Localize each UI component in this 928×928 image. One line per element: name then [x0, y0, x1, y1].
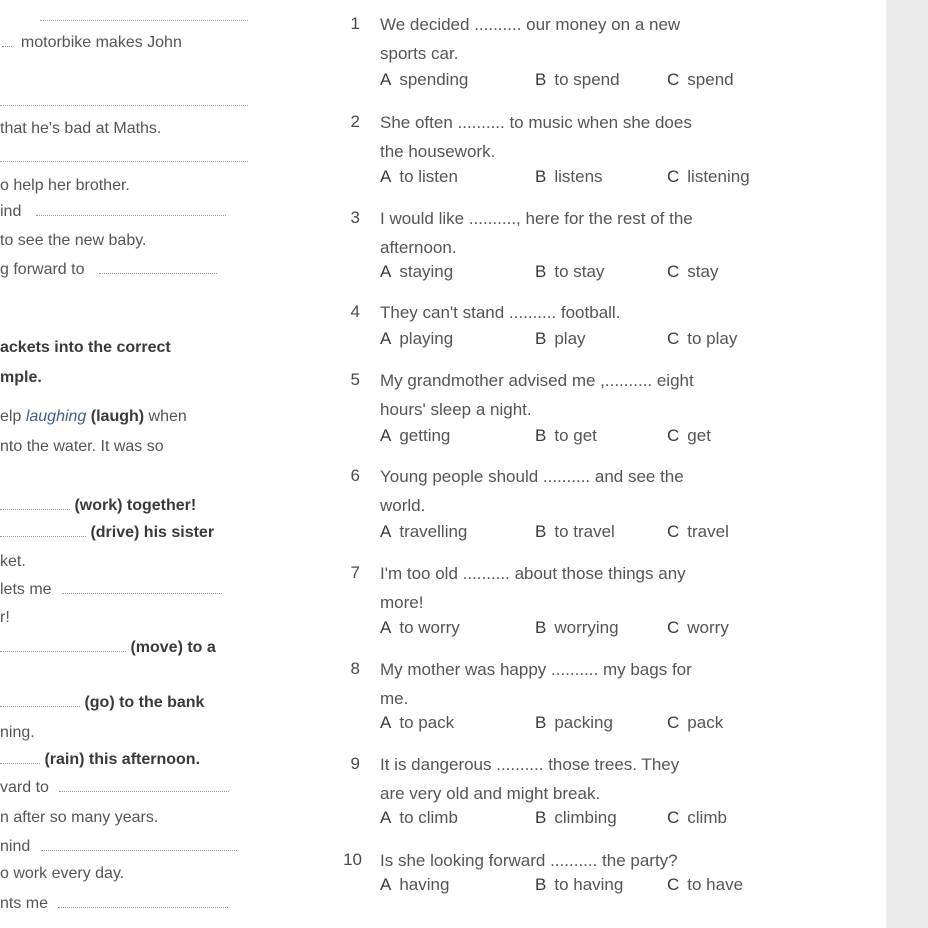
question-number: 5	[350, 370, 360, 389]
option-c[interactable]: C travel	[667, 522, 729, 541]
text-line: ind	[0, 200, 252, 224]
question-text: My mother was happy .......... my bags for me.	[380, 660, 692, 708]
question-number: 2	[350, 112, 360, 131]
answer-rule	[0, 105, 248, 106]
option-b[interactable]: B listens	[535, 167, 603, 186]
question-number: 7	[350, 563, 360, 582]
text-line: nind	[0, 835, 252, 859]
text-line: that he's bad at Maths.	[0, 120, 162, 137]
instruction-line: ackets into the correct	[0, 339, 171, 356]
text-line: lets me	[0, 578, 252, 602]
option-b[interactable]: B play	[535, 329, 586, 348]
option-b[interactable]: B to having	[535, 875, 624, 894]
question-text: We decided .......... our money on a new sports car.	[380, 15, 681, 63]
options-row	[380, 875, 780, 901]
question-text: I would like .........., here for the rest of the afternoon.	[380, 209, 693, 257]
option-a[interactable]: A to listen	[380, 167, 458, 186]
text-line: (drive) his sister	[0, 521, 252, 545]
text-line: vard to	[0, 776, 252, 800]
text-line: nts me	[0, 892, 252, 916]
option-c[interactable]: C climb	[667, 808, 727, 827]
option-b[interactable]: B to stay	[535, 262, 605, 281]
option-a[interactable]: A to worry	[380, 618, 460, 637]
options-row	[380, 713, 780, 739]
answer-rule	[0, 161, 248, 162]
option-a[interactable]: A playing	[380, 329, 454, 348]
text-line: o help her brother.	[0, 177, 130, 194]
left-column	[0, 0, 252, 928]
option-b[interactable]: B worrying	[535, 618, 619, 637]
option-c[interactable]: C spend	[667, 70, 734, 89]
instruction-line: mple.	[0, 369, 42, 386]
option-c[interactable]: C stay	[667, 262, 719, 281]
option-b[interactable]: B to spend	[535, 70, 620, 89]
question-number: 8	[350, 659, 360, 678]
question-number: 3	[350, 208, 360, 227]
option-c[interactable]: C to have	[667, 875, 744, 894]
viewer-margin	[886, 0, 928, 928]
option-a[interactable]: A staying	[380, 262, 454, 281]
question-number: 9	[350, 754, 360, 773]
option-a[interactable]: A to climb	[380, 808, 458, 827]
text-line: (work) together!	[0, 494, 252, 518]
options-row	[380, 522, 780, 548]
option-c[interactable]: C to play	[667, 329, 738, 348]
option-a[interactable]: A getting	[380, 426, 451, 445]
question-text: Young people should .......... and see the world.	[380, 467, 684, 515]
option-c[interactable]: C worry	[667, 618, 729, 637]
question-number: 6	[350, 466, 360, 485]
text-line: (move) to a	[0, 636, 252, 660]
options-row	[380, 618, 780, 644]
option-a[interactable]: A having	[380, 875, 450, 894]
option-c[interactable]: C pack	[667, 713, 724, 732]
text-line: (rain) this afternoon.	[0, 748, 252, 772]
question-text: I'm too old .......... about those things any more!	[380, 564, 686, 612]
text-line: (go) to the bank	[0, 691, 252, 715]
option-a[interactable]: A to pack	[380, 713, 455, 732]
option-b[interactable]: B climbing	[535, 808, 617, 827]
text-line: r!	[0, 609, 10, 626]
option-b[interactable]: B to travel	[535, 522, 615, 541]
options-row	[380, 426, 780, 452]
question-number: 4	[350, 302, 360, 321]
example-line: elp laughing (laugh) when	[0, 408, 187, 425]
options-row	[380, 70, 780, 96]
text-line: to see the new baby.	[0, 232, 147, 249]
option-a[interactable]: A travelling	[380, 522, 468, 541]
text-line: ket.	[0, 553, 26, 570]
text-line: o work every day.	[0, 865, 125, 882]
answer-rule	[40, 20, 248, 21]
text-line: ning.	[0, 724, 35, 741]
option-b[interactable]: B packing	[535, 713, 613, 732]
example-line: nto the water. It was so	[0, 438, 164, 455]
question-text: It is dangerous .......... those trees. They are very old and might break.	[380, 755, 680, 803]
question-number: 10	[343, 850, 362, 869]
question-text: My grandmother advised me ,.......... eight hours' sleep a night.	[380, 371, 694, 419]
options-row	[380, 329, 780, 355]
question-number: 1	[350, 14, 360, 33]
options-row	[380, 262, 780, 288]
text-line: g forward to	[0, 258, 252, 282]
options-row	[380, 808, 780, 834]
question-text: She often .......... to music when she does the housework.	[380, 113, 692, 161]
question-text: They can't stand .......... football.	[380, 303, 621, 322]
text-line: motorbike makes John	[2, 31, 252, 55]
option-c[interactable]: C get	[667, 426, 711, 445]
text-line: n after so many years.	[0, 809, 159, 826]
option-c[interactable]: C listening	[667, 167, 750, 186]
option-b[interactable]: B to get	[535, 426, 597, 445]
question-text: Is she looking forward .......... the party?	[380, 851, 678, 870]
options-row	[380, 167, 780, 193]
option-a[interactable]: A spending	[380, 70, 469, 89]
